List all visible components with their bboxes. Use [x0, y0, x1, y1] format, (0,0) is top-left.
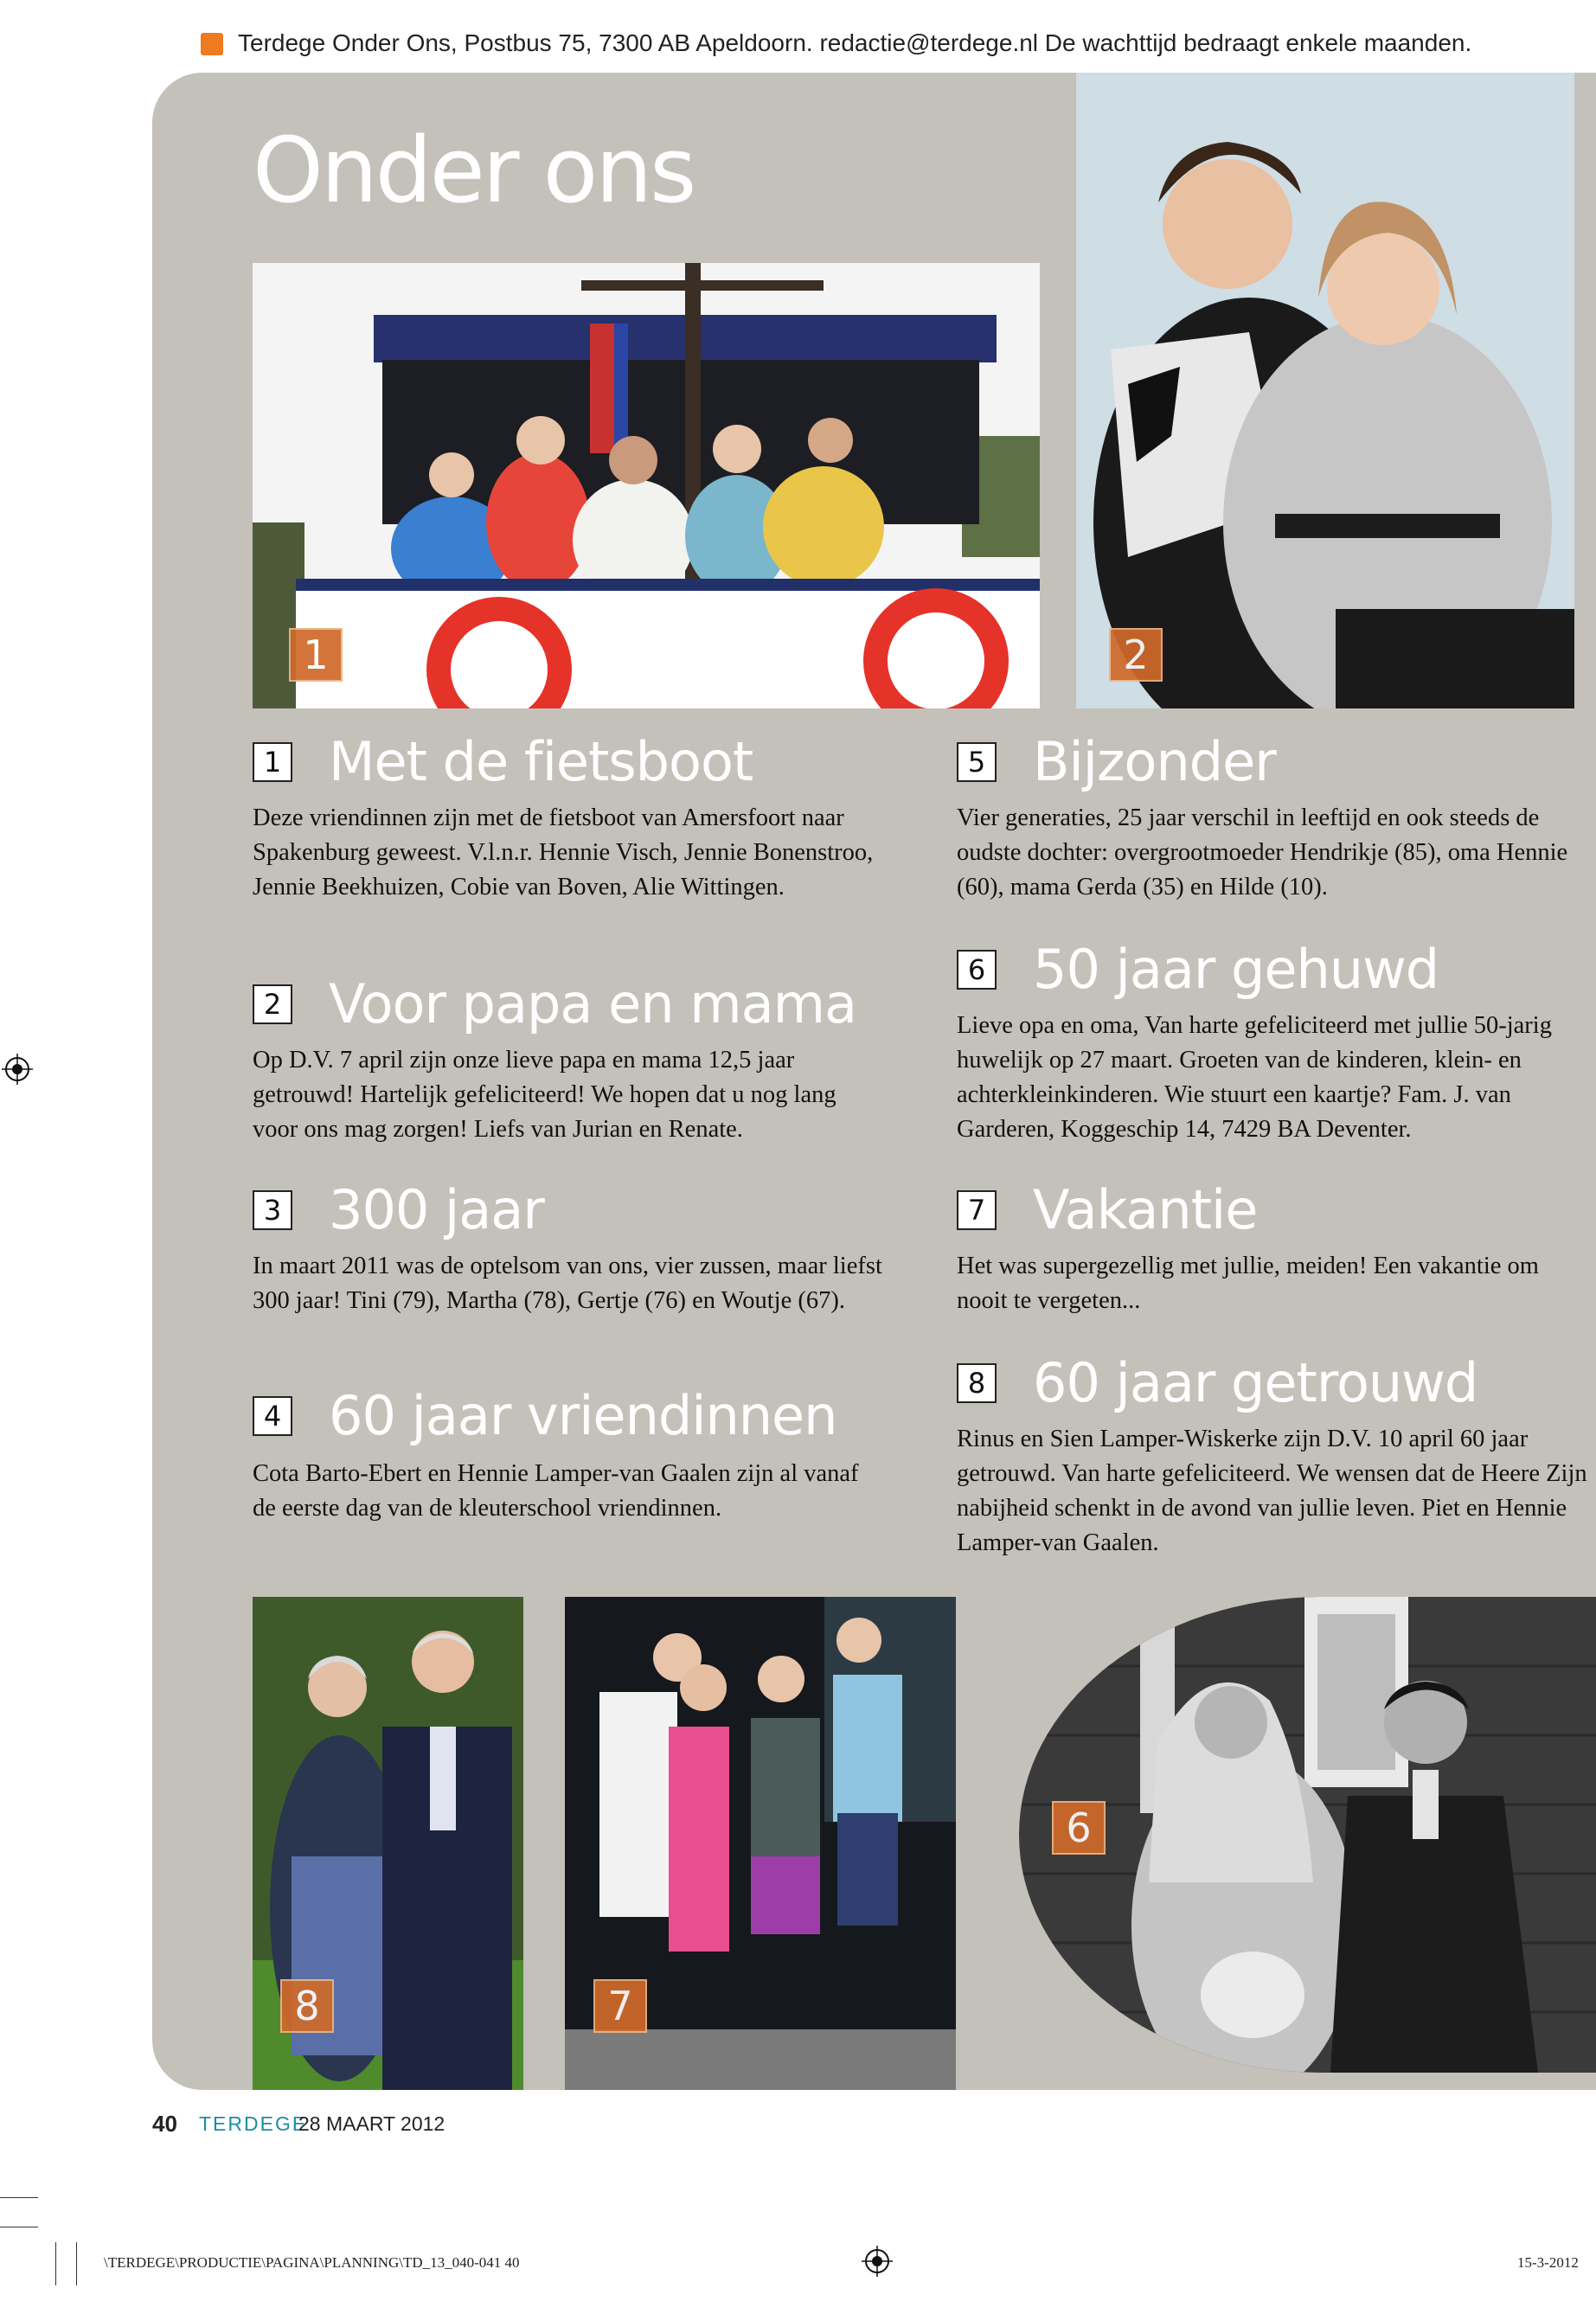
- photo-boat: [253, 263, 1040, 708]
- photo-badge-7: 7: [593, 1979, 647, 2033]
- magazine-name: TERDEGE: [199, 2112, 308, 2135]
- slug-path: \TERDEGE\PRODUCTIE\PAGINA\PLANNING\TD_13_040-041 40: [104, 2254, 520, 2271]
- issue-date: 28 MAART 2012: [298, 2112, 445, 2135]
- photo-badge-2: 2: [1109, 628, 1163, 682]
- photo-badge-6: 6: [1052, 1801, 1106, 1855]
- photo-wedding: [1019, 1597, 1596, 2073]
- photo-children: [1076, 73, 1574, 708]
- page-number: 40: [152, 2111, 177, 2137]
- page-title: Onder ons: [253, 118, 695, 223]
- crop-mark: [0, 2197, 38, 2198]
- section-title: 60 jaar getrouwd: [1033, 1351, 1478, 1414]
- registration-mark-icon: [862, 2246, 893, 2277]
- section-number-box: 6: [957, 950, 997, 990]
- section-number-box: 4: [253, 1396, 292, 1436]
- section-title: 300 jaar: [329, 1178, 544, 1241]
- orange-square-icon: [201, 33, 223, 55]
- section-number-box: 2: [253, 984, 292, 1024]
- crop-mark: [76, 2242, 77, 2285]
- photo-badge-8: 8: [280, 1979, 334, 2033]
- section-title: Bijzonder: [1033, 730, 1276, 793]
- slug-date: 15-3-2012: [1517, 2254, 1579, 2271]
- section-body: Deze vriendinnen zijn met de fietsboot van Amersfoort naar Spakenburg geweest. V.l.n.r. Hennie Visch, Jennie Bonenstroo, Jennie Beekhuizen, Cobie van Boven, Alie Wittingen.: [253, 804, 874, 901]
- section-title: Met de fietsboot: [329, 730, 753, 793]
- section-body: Cota Barto-Ebert en Hennie Lamper-van Gaalen zijn al vanaf de eerste dag van de kleuterschool vriendinnen.: [253, 1460, 859, 1522]
- crop-mark: [55, 2242, 56, 2285]
- section-number-box: 5: [957, 742, 997, 782]
- section-body: Rinus en Sien Lamper-Wiskerke zijn D.V. 10 april 60 jaar getrouwd. Van harte gefeliciteerd. We wensen dat de Heere Zijn nabijheid schenkt in de avond van jullie leven. Piet en Hennie Lamper-van Gaalen.: [957, 1426, 1587, 1556]
- section-body: Lieve opa en oma, Van harte gefeliciteerd met jullie 50-jarig huwelijk op 27 maart. Groeten van de kinderen, klein- en achterkleinkinderen. Wie stuurt een kaartje? Fam. J. van Garderen, Koggeschip 14, 7429 BA Deventer.: [957, 1012, 1552, 1143]
- section-title: 60 jaar vriendinnen: [329, 1384, 837, 1447]
- section-number-box: 1: [253, 742, 292, 782]
- section-title: Vakantie: [1033, 1178, 1258, 1241]
- section-title: 50 jaar gehuwd: [1033, 938, 1439, 1001]
- header-info-line: Terdege Onder Ons, Postbus 75, 7300 AB Apeldoorn. redactie@terdege.nl De wachttijd bedraagt enkele maanden.: [238, 29, 1472, 56]
- section-number-box: 7: [957, 1190, 997, 1230]
- registration-mark-icon: [2, 1054, 33, 1085]
- section-body: Op D.V. 7 april zijn onze lieve papa en mama 12,5 jaar getrouwd! Hartelijk gefeliciteerd! We hopen dat u nog lang voor ons mag zorgen! Liefs van Jurian en Renate.: [253, 1047, 836, 1143]
- photo-badge-1: 1: [289, 628, 343, 682]
- section-body: Vier generaties, 25 jaar verschil in leeftijd en ook steeds de oudste dochter: overgrootmoeder Hendrikje (85), oma Hennie (60), mama Gerda (35) en Hilde (10).: [957, 804, 1568, 901]
- section-number-box: 3: [253, 1190, 292, 1230]
- section-body: Het was supergezellig met jullie, meiden! Een vakantie om nooit te vergeten...: [957, 1253, 1539, 1314]
- section-number-box: 8: [957, 1363, 997, 1403]
- section-title: Voor papa en mama: [329, 972, 856, 1035]
- section-body: In maart 2011 was de optelsom van ons, vier zussen, maar liefst 300 jaar! Tini (79), Martha (78), Gertje (76) en Woutje (67).: [253, 1253, 882, 1314]
